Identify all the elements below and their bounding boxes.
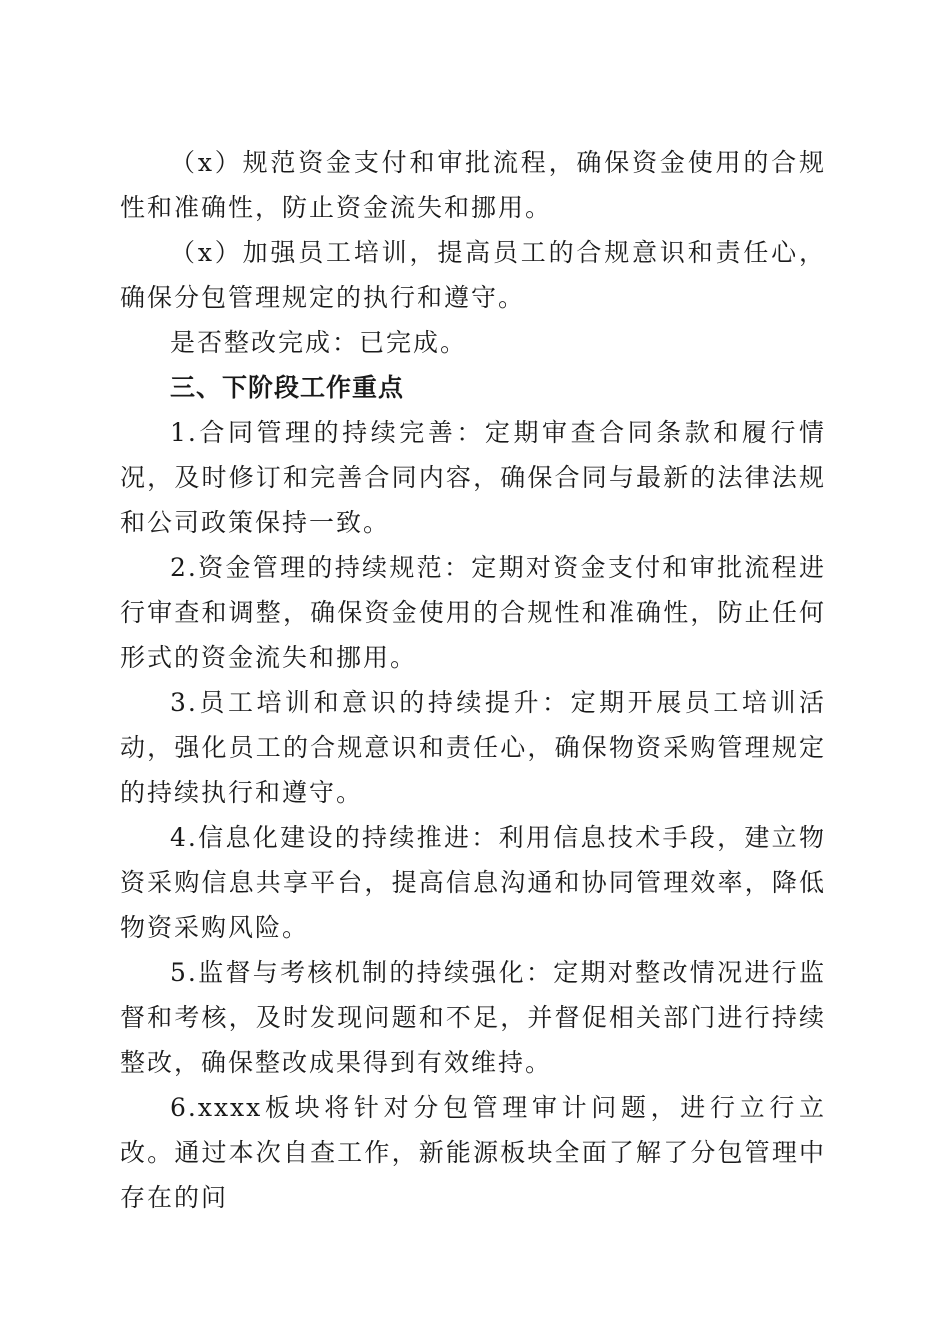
list-item-training-awareness: 3.员工培训和意识的持续提升：定期开展员工培训活动，强化员工的合规意识和责任心，确保物资采购管理规定的持续执行和遵守。: [120, 688, 826, 807]
paragraph-rectification-status: 是否整改完成：已完成。: [170, 328, 468, 357]
list-item-fund-management: 2.资金管理的持续规范：定期对资金支付和审批流程进行审查和调整，确保资金使用的合规性和准确性，防止任何形式的资金流失和挪用。: [120, 553, 826, 672]
list-item-informatization: 4.信息化建设的持续推进：利用信息技术手段，建立物资采购信息共享平台，提高信息沟通和协同管理效率，降低物资采购风险。: [120, 823, 826, 942]
paragraph-payment-process: （x）规范资金支付和审批流程，确保资金使用的合规性和准确性，防止资金流失和挪用。: [120, 148, 826, 222]
list-item-subcontract-audit: 6.xxxx板块将针对分包管理审计问题，进行立行立改。通过本次自查工作，新能源板块全面了解了分包管理中存在的问: [120, 1093, 826, 1212]
section-heading: 三、下阶段工作重点: [170, 373, 405, 402]
list-item-contract-management: 1.合同管理的持续完善：定期审查合同条款和履行情况，及时修订和完善合同内容，确保合同与最新的法律法规和公司政策保持一致。: [120, 418, 826, 537]
paragraph-staff-training: （x）加强员工培训，提高员工的合规意识和责任心，确保分包管理规定的执行和遵守。: [120, 238, 826, 312]
list-item-supervision: 5.监督与考核机制的持续强化：定期对整改情况进行监督和考核，及时发现问题和不足，并督促相关部门进行持续整改，确保整改成果得到有效维持。: [120, 958, 826, 1077]
document-body: [120, 140, 826, 1220]
